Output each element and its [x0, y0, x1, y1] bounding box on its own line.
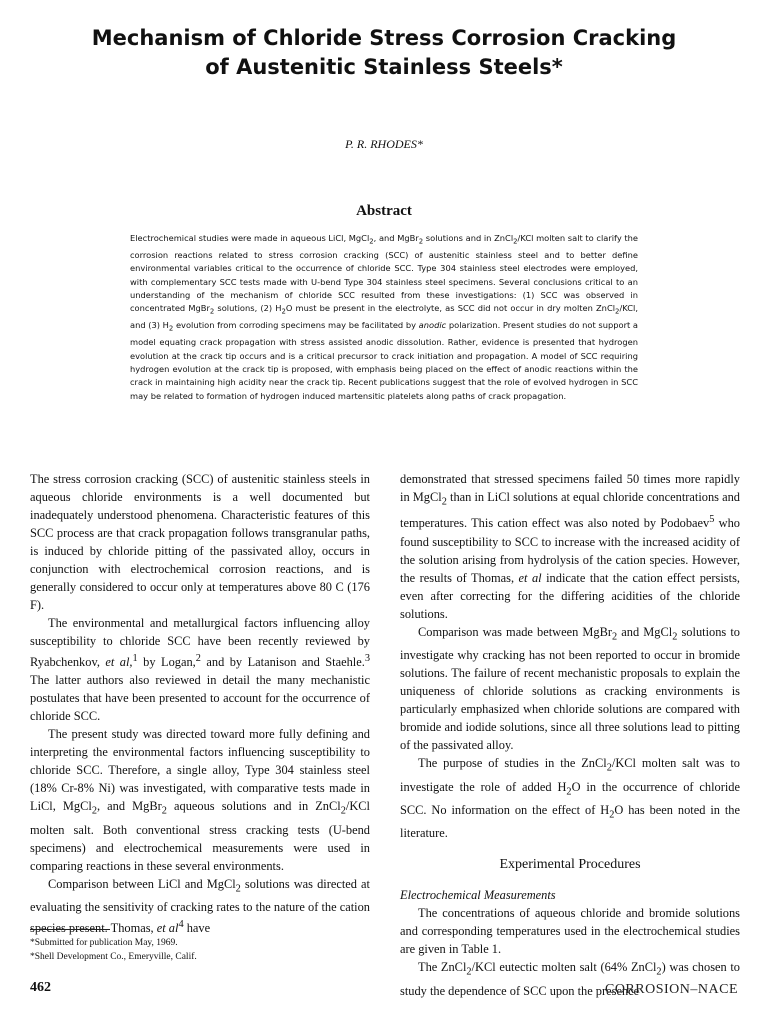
footnote-rule: [30, 929, 110, 930]
left-paragraph-2: The environmental and metallurgical factors influencing alloy susceptibility to chloride SCC have been recently reviewed by Ryabchenkov, et al,$^1$ by Logan,$^2$ and by Latanison and Staehle.$^3$ The latter authors also reviewed in detail the many mechanistic postulates that have been presented to account for the occurrence of chloride SCC.: [30, 616, 370, 724]
journal-name: CORROSION–NACE: [604, 982, 738, 997]
footnote-1: *Submitted for publication May, 1969.: [30, 938, 178, 948]
left-paragraph-3: The present study was directed toward more fully defining and interpreting the environmental factors influencing susceptibility to chloride SCC. Therefore, a single alloy, Type 304 stainless steel (18% Cr-8% Ni) was investigated, with comparative tests made in LiCl, MgCl$_2$, and MgBr$_2$ aqueous solutions and in ZnCl$_2$/KCl molten salt. Both conventional stress cracking tests (U-bend specimens) and electrochemical measurements were used in comparing reactions in these several environments.: [30, 727, 370, 873]
title-line-1: Mechanism of Chloride Stress Corrosion Cracking: [91, 26, 677, 50]
abstract-heading: Abstract: [356, 203, 412, 219]
title-line-2: of Austenitic Stainless Steels*: [205, 55, 563, 79]
paper-title: [60, 24, 708, 82]
page-number: 462: [30, 980, 51, 995]
right-paragraph-3: The purpose of studies in the ZnCl$_2$/KCl molten salt was to investigate the role of added $H_2O$ in the occurrence of chloride SCC. No information on the effect of $H_2O$ has been noted in the literature.: [400, 756, 740, 841]
right-paragraph-4: The concentrations of aqueous chloride and bromide solutions and corresponding temperatures used in the electrochemical studies are given in Table 1.: [400, 906, 740, 957]
author-name: P. R. RHODES*: [345, 137, 423, 151]
abstract-text: Electrochemical studies were made in aqueous LiCl, MgCl$_2$, and MgBr$_2$ solutions and in ZnCl$_2$/KCl molten salt to clarify the corrosion reactions related to stress corrosion cracking (SCC) of austenitic stainless steel and to better define environmental variables critical to the occurrence of chloride SCC. Type 304 stainless steel electrodes were employed, with complementary SCC tests made with U-bend Type 304 stainless steel specimens. Several conclusions critical to an understanding of the mechanism of chloride SCC resulted from these investigations: (1) SCC was observed in concentrated MgBr$_2$ solutions, (2) $H_2O$ must be present in the electrolyte, as SCC did not occur in dry molten ZnCl$_2$/KCl, and (3) $H_2$ evolution from corroding specimens may be facilitated by anodic polarization. Present studies do not support a model equating crack propagation with stress assisted anodic dissolution. Rather, evidence is presented that hydrogen evolution at the crack tip occurs and is a critical precursor to crack initiation and propagation. A model of SCC requiring hydrogen evolution at the crack tip is proposed, with emphasis being placed on the effect of anodic reactions within the crack in maintaining high acidity near the crack tip. Recent publications suggest that the role of evolved hydrogen in SCC may be related to formation of hydrogen induced martensitic platelets along paths of crack propagation.: [130, 233, 638, 401]
right-paragraph-1: demonstrated that stressed specimens failed 50 times more rapidly in MgCl$_2$ than in LiCl solutions at equal chloride concentrations and temperatures. This cation effect was also noted by Podobaev$^5$ who found susceptibility to SCC to increase with the increased acidity of the solution arising from hydrolysis of the cation species. However, the results of Thomas, et al indicate that the cation effect persists, even after correcting for the differing acidities of the chloride solutions.: [400, 472, 741, 621]
right-paragraph-2: Comparison was made between MgBr$_2$ and MgCl$_2$ solutions to investigate why cracking has not been reported to occur in bromide solutions. The failure of recent mechanistic proposals to explain the uniqueness of chloride solutions as cracking environments is particularly emphasized when chloride solutions are compared with bromide and iodide solutions, since all three solutions lead to pitting of the passivated alloy.: [400, 624, 740, 753]
right-paragraph-5: The ZnCl$_2$/KCl eutectic molten salt (64% ZnCl$_2$) was chosen to study the dependence of SCC upon the presence: [400, 960, 741, 998]
section-heading: Experimental Procedures: [499, 857, 641, 873]
left-column: [30, 470, 370, 937]
footnote-2: *Shell Development Co., Emeryville, Calif.: [30, 952, 197, 962]
left-paragraph-4: Comparison between LiCl and MgCl$_2$ solutions was directed at evaluating the sensitivity of cracking rates to the nature of the cation species present. Thomas, et $al^4$ have: [30, 876, 370, 936]
footnotes: [30, 936, 370, 964]
right-column: [400, 470, 740, 1000]
subsection-heading: Electrochemical Measurements: [400, 888, 556, 903]
left-paragraph-1: The stress corrosion cracking (SCC) of austenitic stainless steels in aqueous chloride environments is a well documented but inadequately understood phenomena. Characteristic features of this SCC process are that crack propagation follows transgranular paths, is induced by chloride pitting of the passivated alloy, occurs in conjunction with electrochemical corrosion reactions, and is generally considered to occur only at temperatures above 80 C (176 F).: [30, 472, 370, 612]
